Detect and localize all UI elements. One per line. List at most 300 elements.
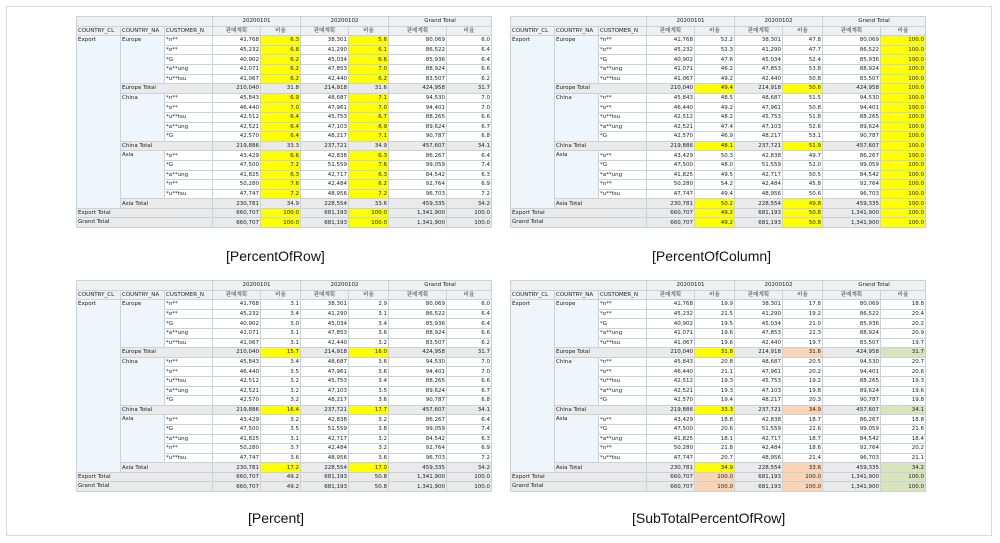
- ratio-value: 19.5: [695, 319, 735, 329]
- caption-percent-of-row: [PercentOfRow]: [226, 248, 325, 264]
- sales-plan-value: 96,703: [823, 189, 881, 199]
- ratio-value: 49.7: [783, 151, 823, 161]
- customer-name-label: *G: [599, 396, 647, 406]
- ratio-value: 6.4: [447, 309, 492, 319]
- period-header: Grand Total: [823, 281, 926, 291]
- customer-name-label: *o**: [165, 415, 213, 425]
- customer-name-label: *G: [165, 132, 213, 142]
- ratio-value: 6.2: [447, 74, 492, 84]
- ratio-value: 3.0: [261, 319, 301, 329]
- ratio-value: 18.8: [881, 300, 926, 310]
- ratio-value: 31.6: [783, 348, 823, 358]
- ratio-value: 3.4: [349, 319, 389, 329]
- sales-plan-value: 41,768: [213, 36, 261, 46]
- measure-header-sales-plan: 판매계획: [735, 290, 783, 300]
- ratio-value: 31.8: [695, 348, 735, 358]
- period-header: Grand Total: [389, 281, 492, 291]
- sales-plan-value: 45,753: [301, 112, 349, 122]
- customer-name-label: *o**: [599, 151, 647, 161]
- sales-plan-value: 84,542: [823, 170, 881, 180]
- dimension-header: CUSTOMER_N: [165, 26, 213, 36]
- ratio-value: 100.0: [881, 64, 926, 74]
- sales-plan-value: 424,958: [389, 348, 447, 358]
- sales-plan-value: 47,103: [735, 122, 783, 132]
- sales-plan-value: 42,484: [301, 444, 349, 454]
- ratio-value: 50.8: [349, 472, 389, 482]
- ratio-value: 18.7: [783, 434, 823, 444]
- ratio-value: 3.4: [261, 357, 301, 367]
- sales-plan-value: 45,232: [213, 309, 261, 319]
- table-row: [77, 415, 492, 425]
- ratio-value: 6.3: [447, 170, 492, 180]
- customer-name-label: *u**tsu: [165, 338, 213, 348]
- sales-plan-value: 45,232: [647, 45, 695, 55]
- sales-plan-value: 94,530: [389, 357, 447, 367]
- sales-plan-value: 41,290: [735, 45, 783, 55]
- customer-name-label: *G: [599, 160, 647, 170]
- ratio-value: 6.3: [349, 151, 389, 161]
- total-label: Export Total: [77, 472, 213, 482]
- sales-plan-value: 45,843: [647, 93, 695, 103]
- country-name-label: China: [555, 93, 599, 141]
- ratio-value: 49.5: [695, 170, 735, 180]
- sales-plan-value: 210,040: [213, 348, 261, 358]
- ratio-value: 3.5: [261, 367, 301, 377]
- sales-plan-value: 681,193: [301, 218, 349, 228]
- period-header: 20200102: [301, 281, 389, 291]
- ratio-value: 100.0: [447, 472, 492, 482]
- ratio-value: 7.1: [349, 93, 389, 103]
- sales-plan-value: 210,040: [647, 84, 695, 94]
- sales-plan-value: 46,440: [647, 103, 695, 113]
- customer-name-label: *G: [599, 424, 647, 434]
- pivot-table-percent-of-row: [76, 16, 492, 228]
- ratio-value: 34.9: [349, 141, 389, 151]
- sales-plan-value: 38,301: [735, 36, 783, 46]
- table-row: [77, 199, 492, 209]
- ratio-value: 49.2: [695, 208, 735, 218]
- measure-header-ratio: 비율: [349, 26, 389, 36]
- sales-plan-value: 41,825: [647, 434, 695, 444]
- sales-plan-value: 45,232: [213, 45, 261, 55]
- sales-plan-value: 50,280: [213, 180, 261, 190]
- ratio-value: 19.2: [783, 376, 823, 386]
- header-blank: [77, 281, 213, 291]
- dimension-header: COUNTRY_CL: [511, 290, 555, 300]
- ratio-value: 100.0: [881, 180, 926, 190]
- sales-plan-value: 42,440: [301, 338, 349, 348]
- dimension-header: COUNTRY_CL: [77, 26, 121, 36]
- sales-plan-value: 424,958: [823, 348, 881, 358]
- ratio-value: 49.2: [261, 472, 301, 482]
- ratio-value: 20.6: [695, 424, 735, 434]
- ratio-value: 46.2: [695, 64, 735, 74]
- total-label: Grand Total: [511, 218, 647, 228]
- ratio-value: 7.2: [447, 189, 492, 199]
- country-class-label: Export: [511, 36, 555, 209]
- sales-plan-value: 42,838: [301, 151, 349, 161]
- sales-plan-value: 50,280: [647, 444, 695, 454]
- sales-plan-value: 42,521: [647, 386, 695, 396]
- sales-plan-value: 48,217: [735, 396, 783, 406]
- sales-plan-value: 51,559: [735, 424, 783, 434]
- ratio-value: 20.2: [783, 367, 823, 377]
- customer-name-label: *G: [599, 319, 647, 329]
- table-row: [77, 208, 492, 218]
- country-class-label: Export: [511, 300, 555, 473]
- subtotal-label: Asia Total: [121, 199, 213, 209]
- ratio-value: 100.0: [881, 84, 926, 94]
- sales-plan-value: 228,554: [301, 463, 349, 473]
- sales-plan-value: 47,500: [647, 160, 695, 170]
- subtotal-label: Europe Total: [555, 84, 647, 94]
- ratio-value: 7.0: [447, 93, 492, 103]
- ratio-value: 100.0: [695, 472, 735, 482]
- customer-name-label: *o**: [599, 103, 647, 113]
- caption-subtotal-percent-of-row: [SubTotalPercentOfRow]: [632, 510, 786, 526]
- sales-plan-value: 47,747: [213, 189, 261, 199]
- sales-plan-value: 230,781: [213, 463, 261, 473]
- sales-plan-value: 41,071: [647, 64, 695, 74]
- country-name-label: China: [121, 93, 165, 141]
- sales-plan-value: 219,886: [213, 405, 261, 415]
- period-header: 20200101: [213, 17, 301, 27]
- sales-plan-value: 660,707: [213, 482, 261, 492]
- sales-plan-value: 94,530: [823, 357, 881, 367]
- customer-name-label: *G: [165, 424, 213, 434]
- subtotal-label: Asia Total: [121, 463, 213, 473]
- pivot-table-subtotal-percent-of-row: [510, 280, 926, 492]
- ratio-value: 47.8: [783, 36, 823, 46]
- ratio-value: 100.0: [881, 132, 926, 142]
- table-row: [511, 415, 926, 425]
- sales-plan-value: 47,103: [301, 122, 349, 132]
- sales-plan-value: 89,624: [823, 122, 881, 132]
- sales-plan-value: 47,961: [735, 103, 783, 113]
- sales-plan-value: 42,838: [301, 415, 349, 425]
- sales-plan-value: 84,542: [823, 434, 881, 444]
- ratio-value: 6.8: [261, 45, 301, 55]
- ratio-value: 7.6: [349, 160, 389, 170]
- sales-plan-value: 42,570: [647, 396, 695, 406]
- customer-name-label: *a**ung: [165, 64, 213, 74]
- customer-name-label: *u**tsu: [165, 189, 213, 199]
- customer-name-label: *G: [165, 55, 213, 65]
- ratio-value: 3.4: [349, 376, 389, 386]
- ratio-value: 49.2: [695, 103, 735, 113]
- ratio-value: 34.1: [447, 405, 492, 415]
- ratio-value: 50.8: [349, 482, 389, 492]
- dimension-header: COUNTRY_CL: [77, 290, 121, 300]
- table-row: [511, 472, 926, 482]
- ratio-value: 7.0: [447, 357, 492, 367]
- sales-plan-value: 681,193: [735, 218, 783, 228]
- ratio-value: 18.8: [881, 415, 926, 425]
- ratio-value: 50.8: [783, 103, 823, 113]
- sales-plan-value: 42,570: [647, 132, 695, 142]
- sales-plan-value: 45,034: [735, 319, 783, 329]
- ratio-value: 49.4: [695, 84, 735, 94]
- ratio-value: 2.9: [349, 300, 389, 310]
- customer-name-label: *u**tsu: [165, 453, 213, 463]
- ratio-value: 3.6: [261, 453, 301, 463]
- ratio-value: 6.9: [349, 122, 389, 132]
- ratio-value: 20.7: [881, 357, 926, 367]
- sales-plan-value: 42,570: [213, 132, 261, 142]
- ratio-value: 50.8: [783, 208, 823, 218]
- ratio-value: 33.6: [349, 199, 389, 209]
- sales-plan-value: 43,429: [213, 415, 261, 425]
- total-label: Export Total: [77, 208, 213, 218]
- sales-plan-value: 228,554: [301, 199, 349, 209]
- ratio-value: 100.0: [881, 170, 926, 180]
- sales-plan-value: 89,624: [389, 386, 447, 396]
- measure-header-sales-plan: 판매계획: [301, 26, 349, 36]
- sales-plan-value: 48,956: [301, 453, 349, 463]
- country-name-label: Europe: [121, 300, 165, 348]
- table-row: [511, 357, 926, 367]
- sales-plan-value: 47,500: [647, 424, 695, 434]
- table-row: [77, 357, 492, 367]
- subtotal-label: China Total: [555, 405, 647, 415]
- sales-plan-value: 45,753: [301, 376, 349, 386]
- ratio-value: 18.8: [695, 415, 735, 425]
- sales-plan-value: 51,559: [301, 424, 349, 434]
- ratio-value: 49.4: [695, 189, 735, 199]
- customer-name-label: *n**: [599, 93, 647, 103]
- ratio-value: 50.8: [783, 74, 823, 84]
- sales-plan-value: 219,886: [213, 141, 261, 151]
- sales-plan-value: 42,838: [735, 415, 783, 425]
- ratio-value: 7.0: [349, 64, 389, 74]
- sales-plan-value: 51,559: [301, 160, 349, 170]
- sales-plan-value: 80,069: [823, 36, 881, 46]
- ratio-value: 17.8: [783, 300, 823, 310]
- sales-plan-value: 47,747: [647, 453, 695, 463]
- sales-plan-value: 42,440: [735, 74, 783, 84]
- sales-plan-value: 1,341,900: [823, 218, 881, 228]
- ratio-value: 31.7: [447, 348, 492, 358]
- sales-plan-value: 41,067: [647, 338, 695, 348]
- sales-plan-value: 230,781: [647, 463, 695, 473]
- sales-plan-value: 86,522: [389, 45, 447, 55]
- ratio-value: 19.6: [695, 328, 735, 338]
- sales-plan-value: 86,522: [823, 45, 881, 55]
- total-label: Grand Total: [77, 218, 213, 228]
- country-name-label: Asia: [121, 415, 165, 463]
- sales-plan-value: 47,853: [301, 64, 349, 74]
- ratio-value: 16.4: [261, 405, 301, 415]
- ratio-value: 18.6: [783, 444, 823, 454]
- ratio-value: 31.8: [261, 84, 301, 94]
- sales-plan-value: 42,521: [213, 386, 261, 396]
- sales-plan-value: 459,335: [823, 463, 881, 473]
- ratio-value: 6.0: [447, 36, 492, 46]
- measure-header-ratio: 비율: [695, 290, 735, 300]
- ratio-value: 19.3: [695, 386, 735, 396]
- sales-plan-value: 48,217: [735, 132, 783, 142]
- ratio-value: 47.4: [695, 122, 735, 132]
- period-header: Grand Total: [823, 17, 926, 27]
- sales-plan-value: 660,707: [647, 218, 695, 228]
- sales-plan-value: 48,217: [301, 396, 349, 406]
- ratio-value: 3.1: [261, 328, 301, 338]
- sales-plan-value: 96,703: [823, 453, 881, 463]
- customer-name-label: *n**: [165, 444, 213, 454]
- sales-plan-value: 38,301: [301, 36, 349, 46]
- customer-name-label: *n**: [165, 36, 213, 46]
- sales-plan-value: 99,059: [389, 160, 447, 170]
- sales-plan-value: 88,924: [823, 328, 881, 338]
- measure-header-sales-plan: 판매계획: [823, 290, 881, 300]
- ratio-value: 3.1: [261, 300, 301, 310]
- sales-plan-value: 46,440: [647, 367, 695, 377]
- country-name-label: Europe: [555, 300, 599, 348]
- customer-name-label: *u**tsu: [599, 189, 647, 199]
- sales-plan-value: 43,429: [647, 151, 695, 161]
- ratio-value: 7.6: [261, 180, 301, 190]
- ratio-value: 53.1: [783, 132, 823, 142]
- sales-plan-value: 88,265: [823, 112, 881, 122]
- ratio-value: 6.2: [261, 55, 301, 65]
- customer-name-label: *a**ung: [599, 434, 647, 444]
- ratio-value: 48.1: [695, 141, 735, 151]
- ratio-value: 7.4: [447, 424, 492, 434]
- ratio-value: 33.6: [783, 463, 823, 473]
- table-row: [511, 218, 926, 228]
- country-name-label: Asia: [555, 151, 599, 199]
- sales-plan-value: 681,193: [301, 208, 349, 218]
- sales-plan-value: 210,040: [647, 348, 695, 358]
- sales-plan-value: 47,961: [735, 367, 783, 377]
- customer-name-label: *n**: [599, 36, 647, 46]
- total-label: Export Total: [511, 208, 647, 218]
- sales-plan-value: 88,924: [389, 328, 447, 338]
- customer-name-label: *o**: [599, 45, 647, 55]
- ratio-value: 50.2: [695, 199, 735, 209]
- ratio-value: 3.8: [349, 424, 389, 434]
- sales-plan-value: 41,825: [213, 170, 261, 180]
- ratio-value: 3.5: [349, 386, 389, 396]
- sales-plan-value: 41,071: [213, 328, 261, 338]
- ratio-value: 3.6: [349, 453, 389, 463]
- ratio-value: 18.4: [881, 434, 926, 444]
- customer-name-label: *n**: [165, 300, 213, 310]
- ratio-value: 18.1: [695, 434, 735, 444]
- sales-plan-value: 42,440: [301, 74, 349, 84]
- sales-plan-value: 660,707: [647, 208, 695, 218]
- ratio-value: 100.0: [881, 112, 926, 122]
- ratio-value: 48.0: [695, 160, 735, 170]
- customer-name-label: *o**: [599, 309, 647, 319]
- customer-name-label: *u**tsu: [165, 112, 213, 122]
- sales-plan-value: 42,440: [735, 338, 783, 348]
- country-name-label: Europe: [121, 36, 165, 84]
- sales-plan-value: 41,290: [301, 309, 349, 319]
- table-row: [511, 84, 926, 94]
- ratio-value: 20.2: [881, 319, 926, 329]
- ratio-value: 6.3: [261, 170, 301, 180]
- sales-plan-value: 99,059: [823, 160, 881, 170]
- sales-plan-value: 40,902: [647, 55, 695, 65]
- ratio-value: 100.0: [881, 74, 926, 84]
- ratio-value: 100.0: [881, 36, 926, 46]
- ratio-value: 20.9: [881, 328, 926, 338]
- customer-name-label: *a**ung: [165, 434, 213, 444]
- sales-plan-value: 88,265: [389, 112, 447, 122]
- sales-plan-value: 48,687: [735, 357, 783, 367]
- ratio-value: 3.2: [261, 386, 301, 396]
- sales-plan-value: 48,956: [735, 189, 783, 199]
- sales-plan-value: 41,067: [213, 338, 261, 348]
- customer-name-label: *G: [165, 160, 213, 170]
- country-class-label: Export: [77, 300, 121, 473]
- customer-name-label: *a**ung: [599, 328, 647, 338]
- sales-plan-value: 42,512: [213, 112, 261, 122]
- ratio-value: 100.0: [447, 482, 492, 492]
- measure-header-sales-plan: 판매계획: [823, 26, 881, 36]
- panel-percent: [76, 280, 491, 492]
- table-row: [77, 218, 492, 228]
- ratio-value: 45.8: [783, 180, 823, 190]
- sales-plan-value: 90,787: [389, 132, 447, 142]
- sales-plan-value: 237,721: [735, 405, 783, 415]
- ratio-value: 50.6: [783, 189, 823, 199]
- sales-plan-value: 41,071: [213, 64, 261, 74]
- ratio-value: 52.2: [695, 36, 735, 46]
- sales-plan-value: 41,825: [213, 434, 261, 444]
- sales-plan-value: 92,764: [389, 180, 447, 190]
- sales-plan-value: 92,764: [389, 444, 447, 454]
- measure-header-ratio: 비율: [261, 26, 301, 36]
- table-row: [511, 348, 926, 358]
- ratio-value: 100.0: [881, 160, 926, 170]
- sales-plan-value: 457,607: [389, 405, 447, 415]
- dimension-header: CUSTOMER_N: [165, 290, 213, 300]
- ratio-value: 6.3: [349, 170, 389, 180]
- ratio-value: 20.4: [881, 309, 926, 319]
- ratio-value: 100.0: [881, 199, 926, 209]
- sales-plan-value: 86,267: [823, 415, 881, 425]
- measure-header-ratio: 비율: [261, 290, 301, 300]
- sales-plan-value: 40,902: [213, 55, 261, 65]
- sales-plan-value: 45,753: [735, 376, 783, 386]
- customer-name-label: *n**: [599, 180, 647, 190]
- customer-name-label: *a**ung: [599, 386, 647, 396]
- ratio-value: 31.7: [447, 84, 492, 94]
- ratio-value: 7.1: [349, 132, 389, 142]
- ratio-value: 100.0: [881, 122, 926, 132]
- measure-header-sales-plan: 판매계획: [213, 26, 261, 36]
- table-row: [77, 463, 492, 473]
- sales-plan-value: 83,507: [389, 74, 447, 84]
- customer-name-label: *n**: [165, 93, 213, 103]
- ratio-value: 100.0: [881, 93, 926, 103]
- ratio-value: 19.7: [783, 338, 823, 348]
- ratio-value: 100.0: [447, 208, 492, 218]
- ratio-value: 7.0: [447, 103, 492, 113]
- ratio-value: 49.8: [783, 199, 823, 209]
- sales-plan-value: 45,843: [647, 357, 695, 367]
- ratio-value: 46.9: [695, 132, 735, 142]
- ratio-value: 49.2: [695, 218, 735, 228]
- sales-plan-value: 41,768: [647, 300, 695, 310]
- measure-header-sales-plan: 판매계획: [301, 290, 349, 300]
- dimension-header: COUNTRY_NA: [121, 290, 165, 300]
- sales-plan-value: 45,753: [735, 112, 783, 122]
- ratio-value: 3.2: [261, 415, 301, 425]
- ratio-value: 21.0: [783, 319, 823, 329]
